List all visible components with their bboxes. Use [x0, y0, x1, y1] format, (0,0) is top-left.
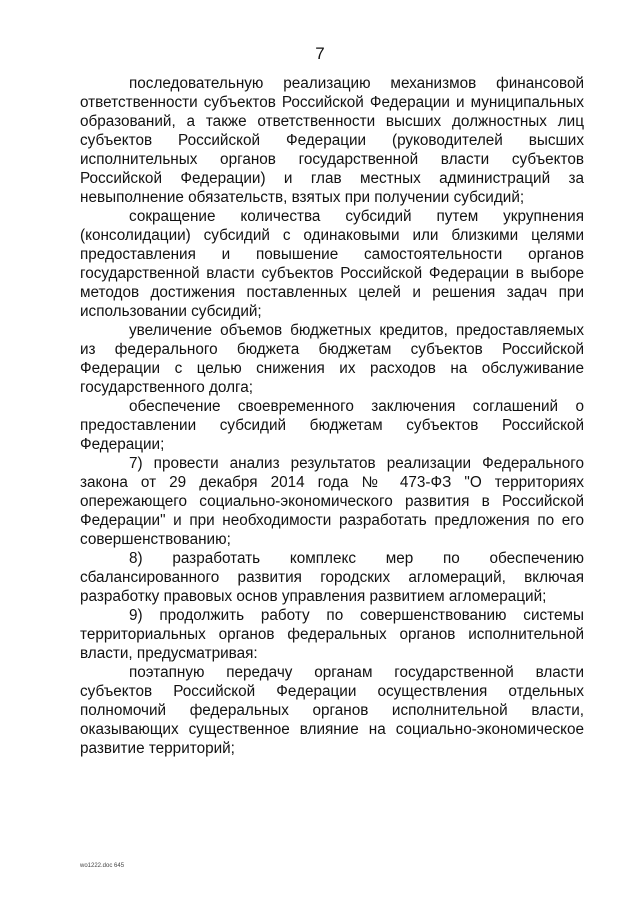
paragraph: 8) разработать комплекс мер по обеспечению сбалансированного развития городских агломераций, включая разработку правовых основ управления развитием агломераций; [80, 550, 584, 605]
page-number: 7 [315, 44, 325, 63]
paragraph: 9) продолжить работу по совершенствованию системы территориальных органов федеральных органов исполнительной власти, предусматривая: [80, 607, 584, 662]
paragraph: сокращение количества субсидий путем укрупнения (консолидации) субсидий с одинаковыми или близкими целями предоставления и повышение самостоятельности органов государственной власти субъектов Российской Федерации в выборе методов достижения поставленных целей и решения задач при использовании субсидий; [80, 208, 584, 320]
paragraph: увеличение объемов бюджетных кредитов, предоставляемых из федерального бюджета бюджетам субъектов Российской Федерации с целью снижения их расходов на обслуживание государственного долга; [80, 322, 584, 396]
paragraph: 7) провести анализ результатов реализации Федерального закона от 29 декабря 2014 года № 473-ФЗ "О территориях опережающего социально-экономического развития в Российской Федерации" и при необходимости разработать предложения по его совершенствованию; [80, 455, 584, 548]
paragraph: последовательную реализацию механизмов финансовой ответственности субъектов Российской Федерации и муниципальных образований, а также ответственности высших должностных лиц субъектов Российской Федерации (руководителей высших исполнительных органов государственной власти субъектов Российской Федерации) и глав местных администраций за невыполнение обязательств, взятых при получении субсидий; [80, 75, 584, 206]
paragraph: поэтапную передачу органам государственной власти субъектов Российской Федерации осуществления отдельных полномочий федеральных органов исполнительной власти, оказывающих существенное влияние на социально-экономическое развитие территорий; [80, 664, 584, 757]
document-footer-code: wo1222.doc 645 [80, 863, 125, 869]
document-body [80, 74, 584, 758]
paragraph: обеспечение своевременного заключения соглашений о предоставлении субсидий бюджетам субъектов Российской Федерации; [80, 398, 584, 453]
